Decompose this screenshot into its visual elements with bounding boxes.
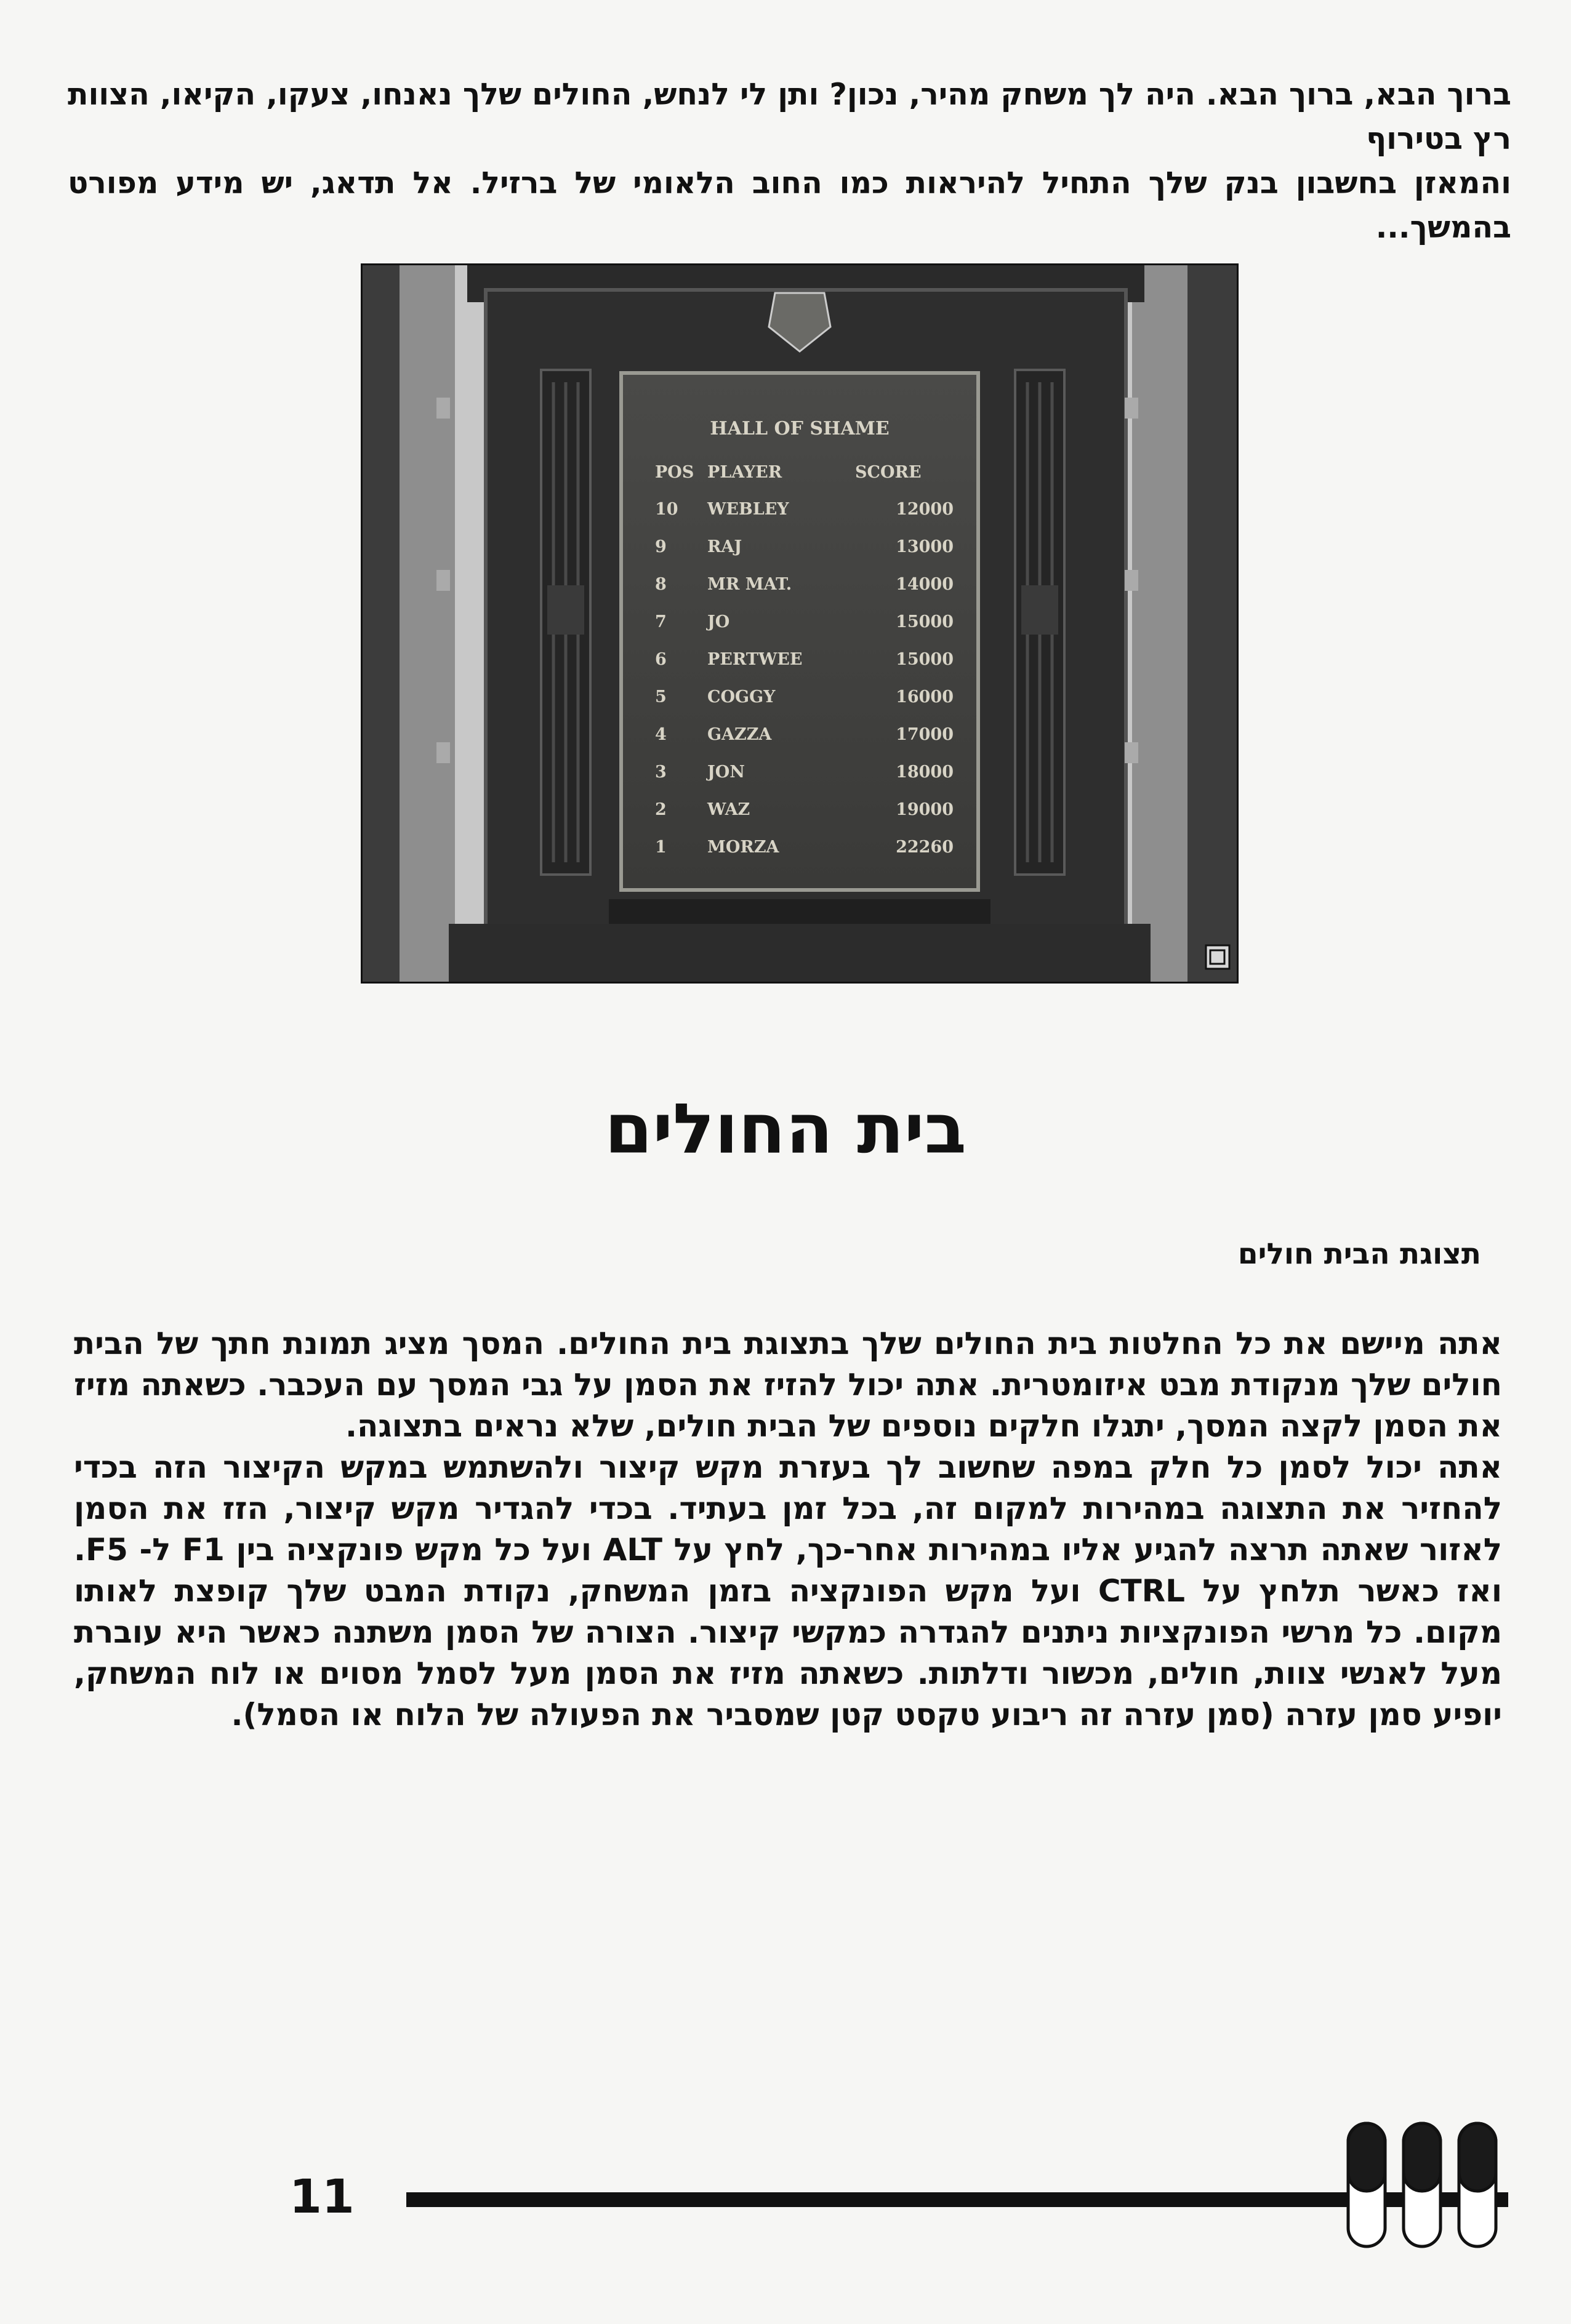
- column-score: SCORE: [855, 463, 922, 482]
- column-player: PLAYER: [707, 463, 782, 482]
- score-row-score: 16000: [896, 687, 954, 707]
- score-row-player: MR MAT.: [707, 575, 792, 594]
- body-paragraph-2: אתה יכול לסמן כל חלק במפה שחשוב לך בעזרת מקש קיצור ולהשתמש במקש הקיצור הזה בכדי להחזיר את התצוגה במהירות למקום זה, בכל זמן בעתיד. בכדי להגדיר מקש קיצור, הזז את הסמן לאזור שאתה תרצה להגיע אליו במהירות אחר-כך, לחץ על ALT ועל כל מקש פונקציה בין F1 ל- F5. ואז כאשר תלחץ על CTRL ועל מקש הפונקציה בזמן המשחק, נקודת המבט שלך קופצת לאותו מקום. כל מרשי הפונקציות ניתנים להגדרה כמקשי קיצור. הצורה של הסמן משתנה כאשר היא עוברת מעל לאנשי צוות, חולים, מכשור ודלתות. כשאתה מזיז את הסמן מעל לסמל מסוים או לוח המשחק, יופיע סמן עזרה (סמן עזרה זה ריבוע טקסט קטן שמסביר את הפעולה של הלוח או הסמל).: [74, 1449, 1502, 1733]
- subsection-heading: תצוגת הבית חולים: [1237, 1237, 1481, 1271]
- score-row-score: 17000: [896, 725, 954, 744]
- left-pillar: [400, 265, 455, 982]
- right-ornament-icon: [1021, 585, 1058, 635]
- intro-line-1: ברוך הבא, ברוך הבא. היה לך משחק מהיר, נכון? ותן לי לנחש, החולים שלך נאנחו, צעקו, הקיאו, הצוות רץ בטירוף: [68, 77, 1511, 156]
- score-row-score: 14000: [896, 575, 954, 594]
- score-row-player: WAZ: [707, 800, 750, 819]
- score-row-player: COGGY: [707, 687, 776, 707]
- score-row-player: RAJ: [707, 537, 742, 556]
- score-row-pos: 9: [655, 537, 667, 556]
- score-row-score: 12000: [896, 500, 954, 519]
- board-title: HALL OF SHAME: [710, 418, 890, 439]
- body-text: [74, 1323, 1502, 1736]
- column-pos: POS: [655, 463, 694, 482]
- score-row-player: PERTWEE: [707, 650, 803, 669]
- intro-paragraph: [68, 73, 1511, 250]
- pill-capsules-icon: [1342, 2117, 1508, 2259]
- score-row-player: WEBLEY: [707, 500, 789, 519]
- score-row-pos: 10: [655, 500, 678, 519]
- left-ornament-icon: [547, 585, 584, 635]
- score-row-player: GAZZA: [707, 725, 772, 744]
- score-row-score: 18000: [896, 763, 954, 782]
- section-heading: בית החולים: [605, 1089, 966, 1169]
- right-pillar: [1132, 265, 1187, 982]
- intro-line-2: והמאזן בחשבון בנק שלך התחיל להיראות כמו החוב הלאומי של ברזיל. אל תדאג, יש מידע מפורט בהמשך...: [68, 166, 1511, 245]
- hall-of-shame-screenshot: [361, 263, 1239, 984]
- score-row-pos: 8: [655, 575, 667, 594]
- score-row-pos: 3: [655, 763, 667, 782]
- score-row-player: MORZA: [707, 838, 779, 857]
- score-row-pos: 4: [655, 725, 667, 744]
- score-row-score: 19000: [896, 800, 954, 819]
- score-row-pos: 7: [655, 612, 667, 631]
- page-number: 11: [289, 2169, 355, 2224]
- score-row-score: 13000: [896, 537, 954, 556]
- score-row-score: 22260: [896, 838, 954, 857]
- score-row-score: 15000: [896, 650, 954, 669]
- score-row-score: 15000: [896, 612, 954, 631]
- score-row-pos: 2: [655, 800, 667, 819]
- score-row-player: JON: [707, 763, 745, 782]
- body-paragraph-1: אתה מיישם את כל החלטות בית החולים שלך בתצוגת בית החולים. המסך מציג תמונת חתך של הבית חולים שלך מנקודת מבט איזומטרית. אתה יכול להזיז את הסמן על גבי המסך עם העכבר. כשאתה מזיז את הסמן לקצה המסך, יתגלו חלקים נוספים של הבית חולים, שלא נראים בתצוגה.: [74, 1326, 1502, 1444]
- hall-of-shame-scene: [363, 265, 1237, 982]
- score-row-player: JO: [707, 612, 730, 631]
- score-row-pos: 6: [655, 650, 667, 669]
- score-row-pos: 1: [655, 838, 667, 857]
- score-row-pos: 5: [655, 687, 667, 707]
